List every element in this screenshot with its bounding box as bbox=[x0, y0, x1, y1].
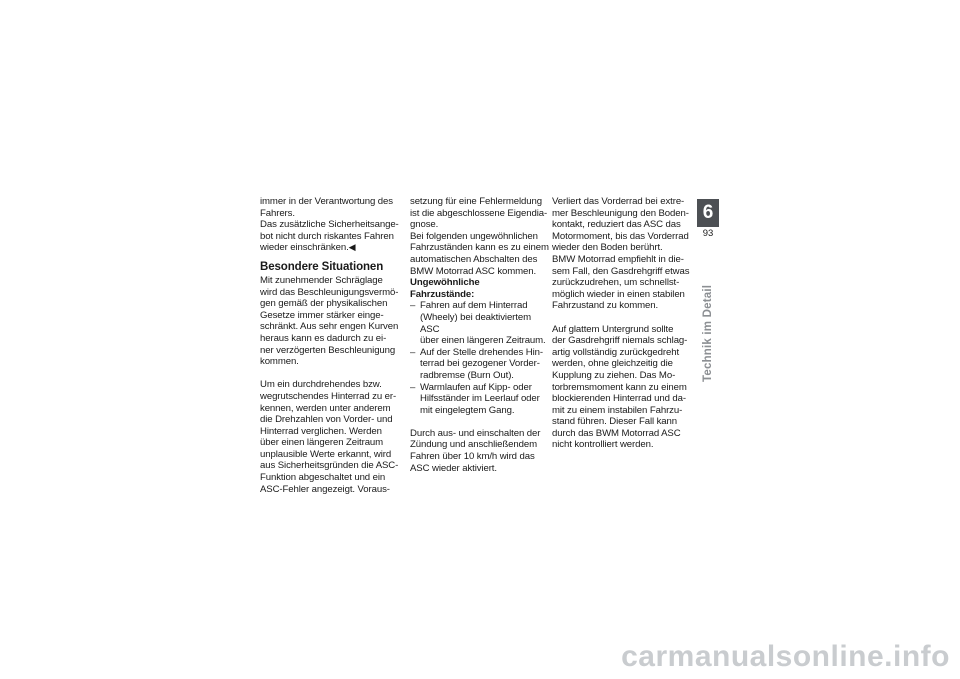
paragraph: Durch aus- und einschalten der Zündung und anschließendem Fahren über 10 km/h wird das ASC wieder aktiviert. bbox=[410, 427, 541, 474]
paragraph-text: Das zusätzliche Sicherheitsange- bot nicht durch riskantes Fahren wieder einschränken. bbox=[260, 219, 399, 254]
paragraph: immer in der Verantwortung des Fahrers. bbox=[260, 196, 393, 219]
paragraph: setzung für eine Fehlermeldung ist die abgeschlossene Eigendia- gnose. bbox=[410, 196, 548, 231]
paragraph bbox=[260, 219, 402, 254]
section-heading: Besondere Situationen bbox=[260, 260, 384, 273]
paragraph: Um ein durchdrehendes bzw. wegrutschendes Hinterrad zu er- kennen, werden unter anderem die Drehzahlen von Vorder- und Hinterrad verglichen. Werden über einen längeren Zeitraum unplausible Werte erkannt, wird aus Sicherheitsgründen die ASC- Funktion abgeschaltet und ein ASC-Fehler angezeigt. Voraus- bbox=[260, 379, 399, 495]
text-column-3 bbox=[552, 196, 694, 451]
paragraph: Mit zunehmender Schräglage wird das Beschleunigungsvermö- gen gemäß der physikalischen Gesetze immer stärker einge- schränkt. Aus sehr engen Kurven heraus kann es dadurch zu ei- ner verzögerten Beschleunigung kommen. bbox=[260, 274, 399, 368]
text-column-1 bbox=[260, 196, 402, 495]
paragraph: Auf glattem Untergrund sollte der Gasdrehgriff niemals schlag- artig vollständig zurückgedreht werden, ohne gleichzeitig die Kupplung zu ziehen. Das Mo- torbremsmoment kann zu einem blockierenden Hinterrad und da- mit zu einem instabilen Fahrzu- stand führen. Dieser Fall kann durch das BWM Motorrad ASC nicht kontrolliert werden. bbox=[552, 323, 688, 451]
end-mark-icon: ◀ bbox=[348, 242, 356, 253]
chapter-number-tab: 6 bbox=[697, 199, 719, 227]
paragraph: BMW Motorrad empfiehlt in die- sem Fall, den Gasdrehgriff etwas zurückzudrehen, um schnellst- möglich wieder in einen stabilen Fahrzustand zu kommen. bbox=[552, 253, 690, 312]
page-number: 93 bbox=[702, 228, 714, 239]
list-item: – Auf der Stelle drehendes Hin- terrad bei gezogener Vorder- radbremse (Burn Out). bbox=[410, 347, 552, 382]
paragraph: Verliert das Vorderrad bei extre- mer Beschleunigung den Boden- kontakt, reduziert das ASC das Motormoment, bis das Vorderrad wieder den Boden berührt. bbox=[552, 196, 689, 254]
watermark: carmanualsonline.info bbox=[621, 640, 950, 673]
list-item: – Warmlaufen auf Kipp- oder Hilfsständer im Leerlauf oder mit eingelegtem Gang. bbox=[410, 382, 552, 417]
paragraph: Bei folgenden ungewöhnlichen Fahrzuständen kann es zu einem automatischen Abschalten des BMW Motorrad ASC kommen. bbox=[410, 230, 549, 277]
list-item: – Fahren auf dem Hinterrad (Wheely) bei deaktiviertem ASC über einen längeren Zeitraum. bbox=[410, 300, 552, 346]
text-column-2 bbox=[410, 196, 552, 474]
chapter-title: Technik im Detail bbox=[702, 284, 714, 382]
subheading: Ungewöhnliche Fahrzustände: bbox=[410, 277, 480, 300]
condition-list bbox=[410, 300, 552, 416]
